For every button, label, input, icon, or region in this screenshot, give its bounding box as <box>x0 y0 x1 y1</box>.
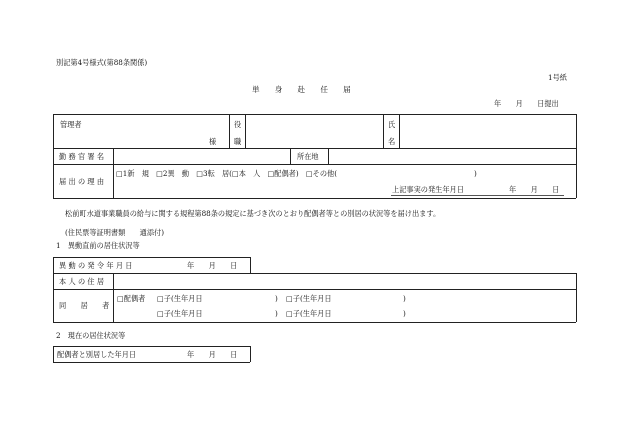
order-date-value: 年 月 日 <box>187 261 238 270</box>
form-title: 単 身 赴 任 届 <box>252 85 351 94</box>
child-close-2: ) <box>403 294 406 303</box>
event-date-label: 上記事実の発生年月日 <box>392 185 464 194</box>
section2-heading: 2 現在の居住状況等 <box>56 331 126 340</box>
child-checkbox-1[interactable]: □子(生年月日 <box>157 294 203 303</box>
spouse-checkbox[interactable]: □配偶者 <box>117 294 146 303</box>
child-close-4: ) <box>403 309 406 318</box>
sheet-number: 1号紙 <box>548 73 567 82</box>
child-checkbox-3[interactable]: □子(生年月日 <box>157 309 203 318</box>
name-label-bottom: 名 <box>388 137 396 146</box>
child-close-3: ) <box>275 309 278 318</box>
office-label: 勤 務 官 署 名 <box>59 152 105 161</box>
section1-heading: 1 異動直前の居住状況等 <box>56 241 140 250</box>
post-label-bottom: 職 <box>234 137 242 146</box>
reason-options[interactable]: □1新 規 □2異 動 □3転 居(□本 人 □配偶者) □その他( <box>116 169 338 178</box>
event-date-value: 年 月 日 <box>509 185 560 194</box>
child-close-1: ) <box>275 294 278 303</box>
form-reference: 別記第4号様式(第88条関係) <box>56 58 148 67</box>
reason-label: 届 出 の 理 由 <box>59 177 105 186</box>
attachment-note: (住民票等証明書類 通添付) <box>65 228 165 237</box>
location-label: 所在地 <box>297 152 319 161</box>
order-date-label: 異 動 の 発 令 年 月 日 <box>59 261 133 270</box>
reason-close: ) <box>474 169 477 178</box>
name-label-top: 氏 <box>388 120 396 129</box>
child-checkbox-4[interactable]: □子(生年月日 <box>286 309 332 318</box>
honorific: 様 <box>209 137 217 146</box>
child-checkbox-2[interactable]: □子(生年月日 <box>286 294 332 303</box>
separation-date-value: 年 月 日 <box>187 350 238 359</box>
manager-label: 管理者 <box>60 120 82 129</box>
self-address-label: 本 人 の 住 居 <box>59 277 105 286</box>
submission-date: 年 月 日提出 <box>494 99 559 108</box>
cohabitant-label: 同 居 者 <box>59 301 110 310</box>
post-label-top: 役 <box>234 120 242 129</box>
statement-text: 松前町水道事業職員の給与に関する規程第88条の規定に基づき次のとおり配偶者等との別居の状況等を届け出ます。 <box>65 209 441 218</box>
separation-date-label: 配偶者と別居した年月日 <box>57 350 137 359</box>
